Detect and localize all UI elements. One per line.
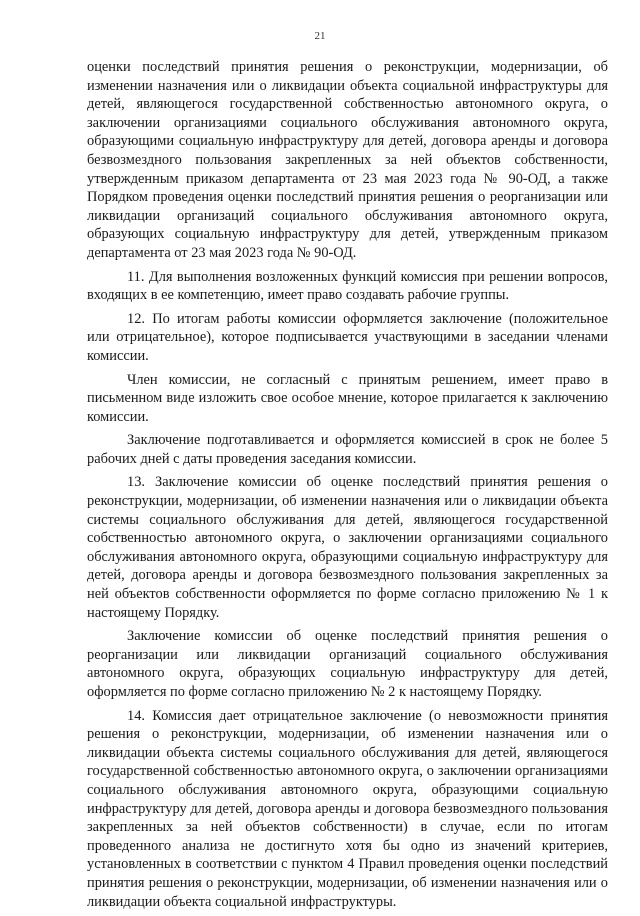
page-number: 21 [314, 30, 326, 42]
document-body [87, 58, 608, 916]
paragraph-12: 12. По итогам работы комиссии оформляется заключение (положительное или отрицательное), которое подписывается участвующими в заседании членами комиссии. [87, 310, 608, 364]
paragraph-deadline: Заключение подготавливается и оформляется комиссией в срок не более 5 рабочих дней с даты проведения заседания комиссии. [87, 432, 608, 467]
paragraph-14: 14. Комиссия дает отрицательное заключение (о невозможности принятия решения о реконструкции, модернизации, об изменении назначения или о ликвидации объекта системы социального обслуживания для детей, являющегося государственной собственностью автономного округа, о заключении организациями социального обслуживания автономного округа, образующими социальную инфраструктуру для детей, договора аренды и договора безвозмездного пользования закрепленных за ней объектов собственности) в случае, если по итогам проведенного анализа не достигнуто хотя бы одно из значений критериев, установленных в соответствии с пунктом 4 Правил проведения оценки последствий принятия решения о реконструкции, модернизации, об изменении назначения или о ликвидации объекта социальной инфраструктуры. [87, 707, 608, 910]
paragraph-13-reorganization: Заключение комиссии об оценке последствий принятия решения о реорганизации или ликвидации организаций социального обслуживания автономного округа, образующих социальную инфраструктуру для детей, оформляется по форме согласно приложению № 2 к настоящему Порядку. [87, 628, 608, 700]
paragraph-dissent: Член комиссии, не согласный с принятым решением, имеет право в письменном виде изложить свое особое мнение, которое прилагается к заключению комиссии. [87, 371, 608, 425]
paragraph-11: 11. Для выполнения возложенных функций комиссия при решении вопросов, входящих в ее компетенцию, имеет право создавать рабочие группы. [87, 268, 608, 304]
paragraph-continuation: оценки последствий принятия решения о реконструкции, модернизации, об изменении назначения или о ликвидации объекта социальной инфраструктуры для детей, являющегося государственной собственностью автономного округа, о заключении организациями социального обслуживания автономного округа, образующими социальную инфраструктуру для детей, договора аренды и договора безвозмездного пользования закрепленных за ней объектов собственности, утвержденным приказом департамента от 23 мая 2023 года № 90-ОД, а также Порядком проведения оценки последствий принятия решения о реорганизации или ликвидации организаций социального обслуживания автономного округа, образующих социальную инфраструктуру для детей, утвержденным приказом департамента от 23 мая 2023 года № 90-ОД. [87, 59, 608, 261]
paragraph-13: 13. Заключение комиссии об оценке последствий принятия решения о реконструкции, модернизации, об изменении назначения или о ликвидации объекта системы социального обслуживания для детей, являющегося государственной собственностью автономного округа, о заключении организациями социального обслуживания автономного округа, образующими социальную инфраструктуру для детей, договора аренды и договора безвозмездного пользования закрепленных за ней объектов собственности оформляется по форме согласно приложению № 1 к настоящему Порядку. [87, 474, 608, 621]
